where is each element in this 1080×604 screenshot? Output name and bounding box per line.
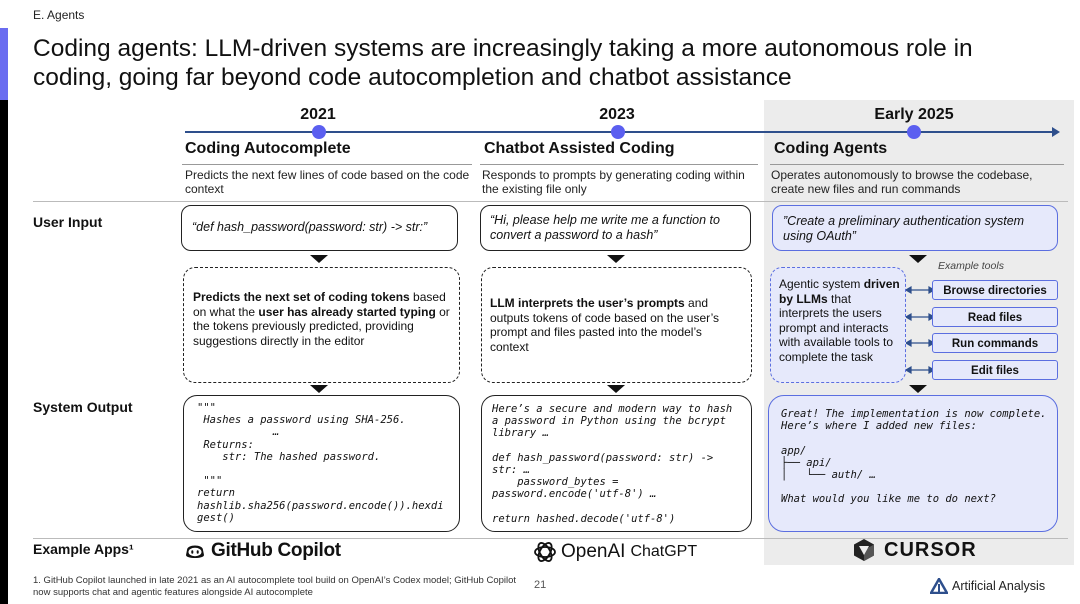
process-text: Predicts the next set of coding tokens based on what the user has already started typing or the tokens previously predicted, providing suggestions directly in the editor [193, 290, 450, 348]
cursor-logo-icon [852, 538, 876, 562]
row-label-user-input: User Input [33, 214, 103, 230]
app-name: GitHub Copilot [211, 540, 341, 561]
heading-autocomplete: Coding Autocomplete [185, 140, 351, 157]
timeline-dot-2023 [611, 125, 625, 139]
year-2021: 2021 [300, 106, 336, 123]
section-label: E. Agents [33, 8, 85, 22]
output-box-chatbot [481, 395, 752, 532]
tool-run-commands: Run commands [932, 333, 1058, 353]
tool-edit-files: Edit files [932, 360, 1058, 380]
app-openai-chatgpt [532, 540, 697, 564]
heading-chatbot: Chatbot Assisted Coding [484, 140, 675, 157]
flow-arrow-icon [607, 255, 625, 263]
divider [182, 164, 472, 165]
desc-agents: Operates autonomously to browse the codebase, create new files and run commands [771, 168, 1033, 196]
output-box-autocomplete [183, 395, 460, 532]
process-text: LLM interprets the user’s prompts and outputs tokens of code based on the user’s prompt and files pasted into the model’s context [490, 296, 720, 354]
copilot-logo-icon [184, 541, 206, 561]
tools-label: Example tools [938, 260, 1004, 272]
page-title: Coding agents: LLM-driven systems are increasingly taking a more autonomous role in coding, going far beyond code autocompletion and chatbot assistance [33, 35, 973, 91]
brand-logo [930, 578, 1045, 594]
footnote: 1. GitHub Copilot launched in late 2021 as an AI autocomplete tool build on OpenAI’s Codex model; GitHub Copilot now supports chat and agentic features alongside AI autocomplete [33, 575, 517, 598]
flow-arrow-icon [909, 255, 927, 263]
tool-browse-directories: Browse directories [932, 280, 1058, 300]
app-name: ChatGPT [630, 543, 698, 560]
triangle-logo-icon [930, 578, 948, 594]
user-input-text: “def hash_password(password: str) -> str:” [192, 220, 428, 234]
user-input-box-autocomplete [181, 205, 458, 251]
divider [480, 164, 758, 165]
year-2025: Early 2025 [874, 106, 954, 123]
year-2023: 2023 [599, 106, 635, 123]
openai-logo-icon [532, 539, 558, 565]
flow-arrow-icon [909, 385, 927, 393]
output-box-agents [768, 395, 1058, 532]
process-box-autocomplete [183, 267, 460, 383]
flow-arrow-icon [607, 385, 625, 393]
process-text: Agentic system driven by LLMs that interprets the users prompt and interacts with available tools to complete the task [779, 277, 900, 364]
output-code: Here’s a secure and modern way to hash a password in Python using the bcrypt library … def hash_password(password: str) -> str: … password_bytes = password.encode('utf-8') … return hashed.decode('utf-8') [492, 403, 733, 525]
row-label-system-output: System Output [33, 399, 133, 415]
output-code: """ Hashes a password using SHA-256. … Returns: str: The hashed password. """ return hashlib.sha256(password.encode()).hexdi gest() [197, 402, 444, 524]
app-name: OpenAI [561, 541, 626, 562]
user-input-box-agents [772, 205, 1058, 251]
user-input-text: ”Create a preliminary authentication system using OAuth” [783, 214, 1025, 243]
heading-agents: Coding Agents [774, 140, 888, 157]
tool-connectors [906, 276, 934, 376]
user-input-box-chatbot [480, 205, 751, 251]
brand-name: Artificial Analysis [952, 579, 1046, 593]
desc-chatbot: Responds to prompts by generating coding within the existing file only [482, 168, 745, 196]
timeline-dot-2025 [907, 125, 921, 139]
timeline-arrow-icon [1052, 127, 1060, 137]
output-code: Great! The implementation is now complete. Here’s where I added new files: app/ ├── api/ │ └── auth/ … What would you like me to do next? [781, 408, 1047, 506]
desc-autocomplete: Predicts the next few lines of code based on the code context [185, 168, 470, 196]
accent-bar [0, 28, 8, 100]
row-divider [33, 201, 1068, 202]
app-cursor [852, 538, 977, 562]
divider [770, 164, 1064, 165]
app-github-copilot [184, 540, 341, 562]
row-label-example-apps: Example Apps¹ [33, 541, 134, 557]
side-bar [0, 100, 8, 604]
timeline-dot-2021 [312, 125, 326, 139]
app-name: CURSOR [884, 538, 977, 561]
tool-read-files: Read files [932, 307, 1058, 327]
process-box-chatbot [481, 267, 752, 383]
process-box-agents [770, 267, 906, 383]
flow-arrow-icon [310, 255, 328, 263]
user-input-text: “Hi, please help me write me a function to convert a password to a hash” [490, 213, 720, 242]
flow-arrow-icon [310, 385, 328, 393]
page-number: 21 [534, 579, 547, 591]
